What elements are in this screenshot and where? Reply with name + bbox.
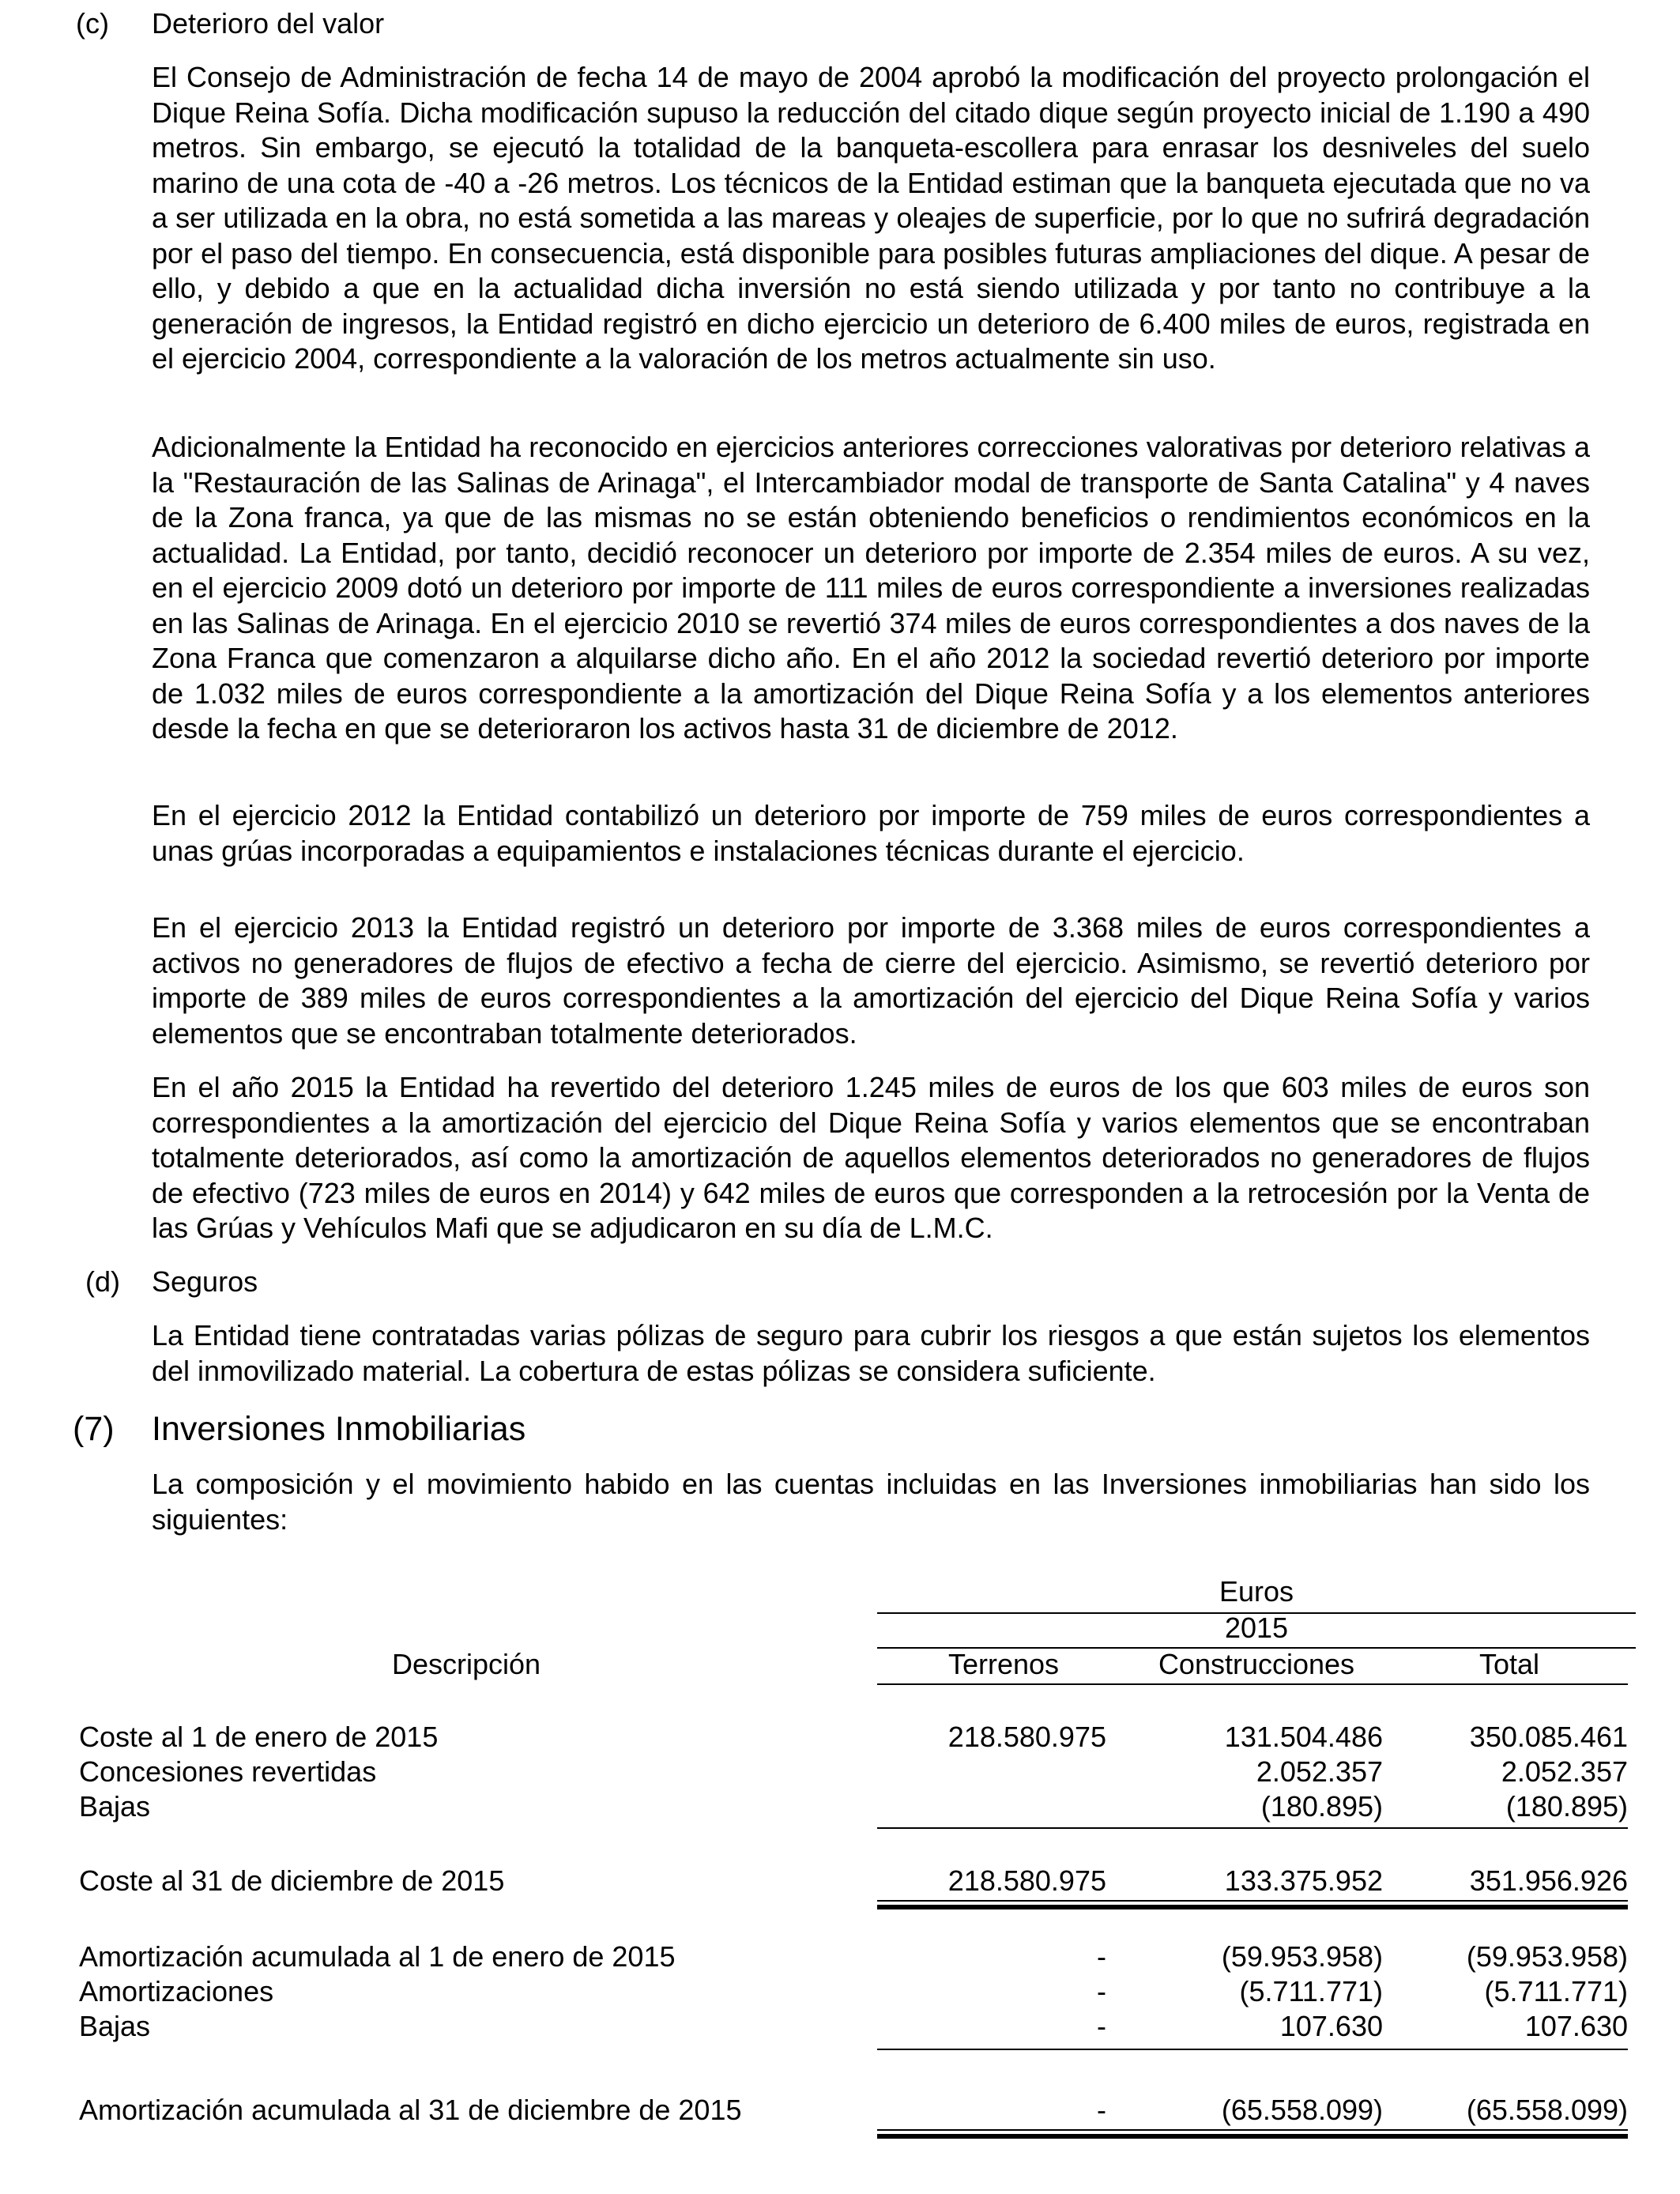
total-rule-2-bottom: [877, 2134, 1628, 2139]
table-cell-total: (59.953.958): [1466, 1940, 1628, 1973]
table-cell-total: 107.630: [1524, 2010, 1628, 2042]
table-row-label: Concesiones revertidas: [79, 1755, 377, 1788]
section-c-paragraph-1: El Consejo de Administración de fecha 14 de mayo de 2004 aprobó la modificación del proyecto prolongación el Dique Reina Sofía. Dicha modificación supuso la reducción del citado dique según proyecto inicial de 1.190 a 490 metros. Sin embargo, se ejecutó la totalidad de la banqueta-escollera para enrasar los desniveles del suelo marino de una cota de -40 a -26 metros. Los técnicos de la Entidad estiman que la banqueta ejecutada que no va a ser utilizada en la obra, no está sometida a las mareas y oleajes de superficie, por lo que no sufrirá degradación por el paso del tiempo. En consecuencia, está disponible para posibles futuras ampliaciones del dique. A pesar de ello, y debido a que en la actualidad dicha inversión no está siendo utilizada y por tanto no contribuye a la generación de ingresos, la Entidad registró en dicho ejercicio un deterioro de 6.400 miles de euros, registrada en el ejercicio 2004, correspondiente a la valoración de los metros actualmente sin uso.: [152, 61, 1590, 375]
table-cell-terrenos: -: [1097, 1975, 1106, 2007]
table-cell-construcciones: (65.558.099): [1221, 2094, 1383, 2126]
total-rule-1-bottom: [877, 1905, 1628, 1909]
table-cell-terrenos: 218.580.975: [947, 1864, 1106, 1897]
table-row-label: Amortización acumulada al 31 de diciembre de 2015: [79, 2094, 742, 2126]
section-c-title: Deterioro del valor: [152, 7, 385, 40]
section-c-paragraph-3: En el ejercicio 2012 la Entidad contabilizó un deterioro por importe de 759 miles de euros correspondientes a unas grúas incorporadas a equipamientos e instalaciones técnicas durante el ejercicio.: [152, 799, 1590, 867]
col-header-total: Total: [1478, 1648, 1540, 1680]
section-c-paragraph-5: En el año 2015 la Entidad ha revertido del deterioro 1.245 miles de euros de los que 603 miles de euros son correspondientes a la amortización del ejercicio del Dique Reina Sofía y varios elementos que se encontraban totalmente deteriorados, así como la amortización de aquellos elementos deteriorados no generadores de flujos de efectivo (723 miles de euros en 2014) y 642 miles de euros que corresponden a la retrocesión por la Venta de las Grúas y Vehículos Mafi que se adjudicaron en su día de L.M.C.: [152, 1071, 1590, 1244]
section-7-number: (7): [73, 1410, 115, 1448]
table-currency-header: Euros: [1219, 1575, 1294, 1608]
table-cell-total: (180.895): [1505, 1790, 1628, 1823]
table-cell-total: (65.558.099): [1466, 2094, 1628, 2126]
table-cell-terrenos: -: [1097, 1940, 1106, 1973]
section-7-intro: La composición y el movimiento habido en las cuentas incluidas en las Inversiones inmobiliarias han sido los siguientes:: [152, 1468, 1590, 1536]
table-cell-total: 2.052.357: [1501, 1755, 1628, 1788]
table-cell-terrenos: 218.580.975: [947, 1721, 1106, 1753]
table-cell-construcciones: 107.630: [1279, 2010, 1383, 2042]
section-d-title: Seguros: [152, 1265, 258, 1298]
section-d-letter: (d): [85, 1265, 120, 1298]
subtotal-rule-2: [877, 2049, 1628, 2050]
header-rule-3: [877, 1683, 1628, 1685]
section-c-paragraph-4: En el ejercicio 2013 la Entidad registró un deterioro por importe de 3.368 miles de euros correspondientes a activos no generadores de flujos de efectivo a fecha de cierre del ejercicio. Asimismo, se revertió deterioro por importe de 389 miles de euros correspondientes a la amortización del ejercicio del Dique Reina Sofía y varios elementos que se encontraban totalmente deteriorados.: [152, 911, 1590, 1050]
table-row-label: Bajas: [79, 1790, 151, 1823]
table-cell-construcciones: (180.895): [1260, 1790, 1383, 1823]
table-row-label: Amortización acumulada al 1 de enero de 2015: [79, 1940, 676, 1973]
table-row-label: Amortizaciones: [79, 1975, 274, 2007]
table-cell-construcciones: 133.375.952: [1224, 1864, 1383, 1897]
table-cell-construcciones: (5.711.771): [1239, 1975, 1383, 2007]
table-cell-total: 350.085.461: [1469, 1721, 1628, 1753]
table-cell-total: (5.711.771): [1484, 1975, 1628, 2007]
total-rule-1-top: [877, 1900, 1628, 1902]
table-cell-terrenos: -: [1097, 2010, 1106, 2042]
subtotal-rule-1: [877, 1827, 1628, 1829]
total-rule-2-top: [877, 2129, 1628, 2131]
col-header-construcciones: Construcciones: [1158, 1648, 1355, 1680]
section-c-letter: (c): [76, 7, 109, 40]
section-c-paragraph-2: Adicionalmente la Entidad ha reconocido en ejercicios anteriores correcciones valorativas por deterioro relativas a la "Restauración de las Salinas de Arinaga", el Intercambiador modal de transporte de Santa Catalina" y 4 naves de la Zona franca, ya que de las mismas no se están obteniendo beneficios o rendimientos económicos en la actualidad. La Entidad, por tanto, decidió reconocer un deterioro por importe de 2.354 miles de euros. A su vez, en el ejercicio 2009 dotó un deterioro por importe de 111 miles de euros correspondiente a inversiones realizadas en las Salinas de Arinaga. En el ejercicio 2010 se revertió 374 miles de euros correspondientes a dos naves de la Zona Franca que comenzaron a alquilarse dicho año. En el año 2012 la sociedad revertió deterioro por importe de 1.032 miles de euros correspondiente a la amortización del Dique Reina Sofía y a los elementos anteriores desde la fecha en que se deterioraron los activos hasta 31 de diciembre de 2012.: [152, 431, 1590, 745]
section-7-title: Inversiones Inmobiliarias: [152, 1410, 526, 1448]
table-cell-construcciones: 131.504.486: [1224, 1721, 1383, 1753]
table-cell-terrenos: -: [1097, 2094, 1106, 2126]
table-description-header: Descripción: [391, 1648, 541, 1680]
table-row-label: Bajas: [79, 2010, 151, 2042]
col-header-terrenos: Terrenos: [947, 1648, 1060, 1680]
table-row-label: Coste al 31 de diciembre de 2015: [79, 1864, 505, 1897]
table-cell-total: 351.956.926: [1469, 1864, 1628, 1897]
table-row-label: Coste al 1 de enero de 2015: [79, 1721, 439, 1753]
table-cell-construcciones: (59.953.958): [1221, 1940, 1383, 1973]
section-d-paragraph: La Entidad tiene contratadas varias pólizas de seguro para cubrir los riesgos a que están sujetos los elementos del inmovilizado material. La cobertura de estas pólizas se considera suficiente.: [152, 1319, 1590, 1387]
table-year-header: 2015: [1224, 1612, 1289, 1644]
table-cell-construcciones: 2.052.357: [1256, 1755, 1383, 1788]
